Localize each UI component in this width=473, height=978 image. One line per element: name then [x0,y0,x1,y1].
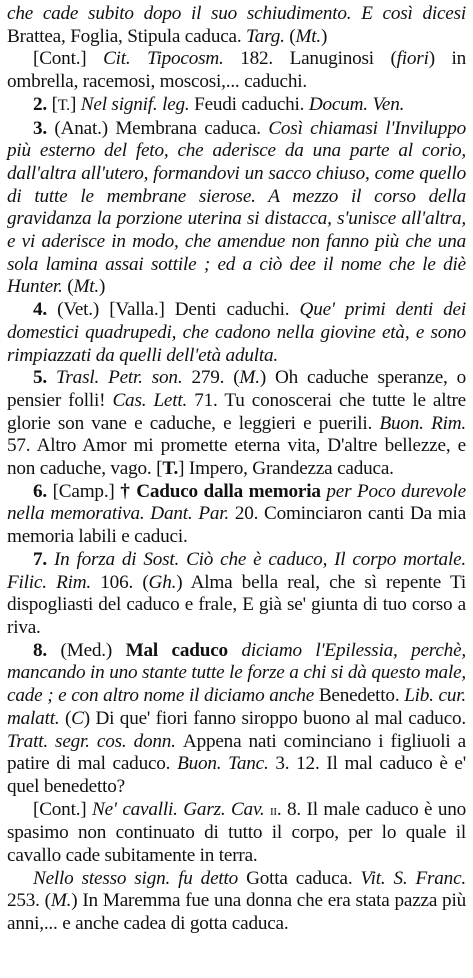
text-run: [ [51,93,58,115]
text-run: ) in ombrella, racemosi, moscosi,... caduchi. [7,48,466,93]
text-run: ) [98,276,106,298]
text-run: Buon. Tanc. [177,753,276,775]
text-run: . 8. Il male caduco è uno spasimo non continuato di tutto il corpo, per lo quale il cavallo cade subitamente in terra. [7,798,467,867]
text-run: M. [50,890,72,912]
text-run: 71. Tu conoscerai che tutte le altre glorie son vane e caduche, e leggieri e puerili. [7,389,467,434]
text-run: 106. ( [100,571,149,593]
text-run: Ne' cavalli. Garz. Cav. [92,798,270,820]
text-run: ) In Maremma fue una donna che era stata pazza più anni,... e anche cadea di gotta caduca. [7,890,466,935]
text-run: 2. [33,93,52,115]
entry-paragraph [7,3,466,48]
text-run: Tratt. segr. cos. donn. [7,730,183,752]
text-run: [Cont.] [33,48,104,70]
text-run: T. [57,96,70,114]
text-run: ) [321,25,328,47]
text-run: [Cont.] [33,798,93,820]
entry-paragraph [7,868,466,936]
text-run: Mal caduco [125,639,242,661]
text-run: fiori [396,48,429,70]
text-run: 4. [33,299,58,321]
text-run: Gh. [148,571,177,593]
text-run: T. [162,458,179,480]
text-run: 182. Lanuginosi ( [240,48,397,70]
text-run: Appena nati cominciano i figliuoli a patire di mal caduco. [7,730,466,775]
text-run: Cit. Tipocosm. [103,48,241,70]
text-run: Feudi caduchi. [194,93,309,115]
text-run: ) Di que' fiori fanno siroppo buono al mal caduco. [83,707,467,729]
text-run: ii [269,801,277,819]
text-run: Lib. cur. malatt. [7,685,466,729]
text-run: 3. 12. Il mal caduco è e' quel benedetto? [7,753,467,797]
text-run: ( [289,25,296,47]
text-run: 253. ( [7,890,51,912]
text-run: ( [67,276,74,298]
text-run: C [71,707,84,729]
entry-paragraph [7,481,466,549]
text-run: Nello stesso sign. fu detto [33,867,247,889]
text-run: ) Alma bella real, che sì repente Ti dispogliasti del caduco e frale, E già se' giunta di tuo corso a riva. [7,571,466,638]
text-run: In forza di Sost. Ciò che è caduco, Il corpo mortale. Filic. Rim. [7,548,466,593]
text-run: 57. Altro Amor mi promette eterna vita, D'altre bellezze, e non caduche, vago. [ [7,435,466,480]
entry-paragraph [7,299,466,367]
text-run: Così chiamasi l'Inviluppo più esterno del feto, che aderisce da una parte al corio, dall'altra all'utero, formandovi un sacco chiuso, come quello di tutte le membrane sierose. A mezzo il corso della gravidanza la porzione uterina si distacca, s'unisce all'altra, e vi aderisce in modo, che amendue non fanno più che una sola lamina assai sottile ; ed a ciò dee il nome che le diè Hunter. [7,117,466,298]
entry-paragraph [7,48,466,93]
text-run: 279. ( [191,367,240,389]
text-run: (Anat.) Membrana caduca. [54,117,269,139]
text-run: Gotta caduca. [246,867,361,889]
text-run: Buon. Rim. [379,412,466,434]
text-run: ( [64,707,72,729]
text-run: ] Impero, Grandezza caduca. [178,458,394,480]
text-run: ) Oh caduche speranze, o pensier folli! [7,367,467,411]
text-run: Trasl. Petr. son. [56,367,192,389]
text-run: Que' primi denti dei domestici quadrupedi, che cadono nella giovine età, e sono rimpiazzati da quelli dell'età adulta. [7,299,466,366]
text-run: diciamo l'Epilessia, perchè, mancando in uno stante tutte le forze a chi si dà questo male, cade ; e con altro nome il diciamo anche [7,639,466,707]
text-run: Mt. [295,25,322,47]
text-run: Benedetto. [318,685,405,707]
text-run: 20. Cominciaron canti Da mia memoria labili e caduci. [7,503,467,548]
text-run: M. [239,367,260,389]
text-run: Vit. S. Franc. [360,867,466,889]
text-run: Nel signif. leg. [80,93,195,115]
text-run: Mt. [73,276,99,298]
text-run: Docum. Ven. [308,93,405,115]
entry-paragraph [7,118,466,300]
text-run: Targ. [246,25,290,47]
text-run: 3. [33,117,55,139]
entry-paragraph [7,640,466,799]
text-run: † Caduco dalla memoria [120,480,327,502]
text-run: 5. [33,367,56,389]
text-run: 6. [33,480,53,502]
text-run: 7. [33,548,54,570]
entry-paragraph [7,367,466,481]
text-run: (Med.) [60,639,126,661]
text-run: (Vet.) [Valla.] Denti caduchi. [57,299,300,321]
text-run: Brattea, Foglia, Stipula caduca. [7,25,247,47]
entry-paragraph [7,94,466,118]
text-run: Cas. Lett. [112,389,195,411]
text-run: 8. [33,639,61,661]
text-run: che cade subito dopo il suo schiudimento. E così dicesi [7,3,466,24]
entry-paragraph [7,799,466,868]
text-run: per Poco durevole nella memorativa. Dant. Par. [7,480,466,525]
entry-paragraph [7,549,466,640]
text-run: ] [69,93,81,115]
text-run: [Camp.] [52,480,121,502]
